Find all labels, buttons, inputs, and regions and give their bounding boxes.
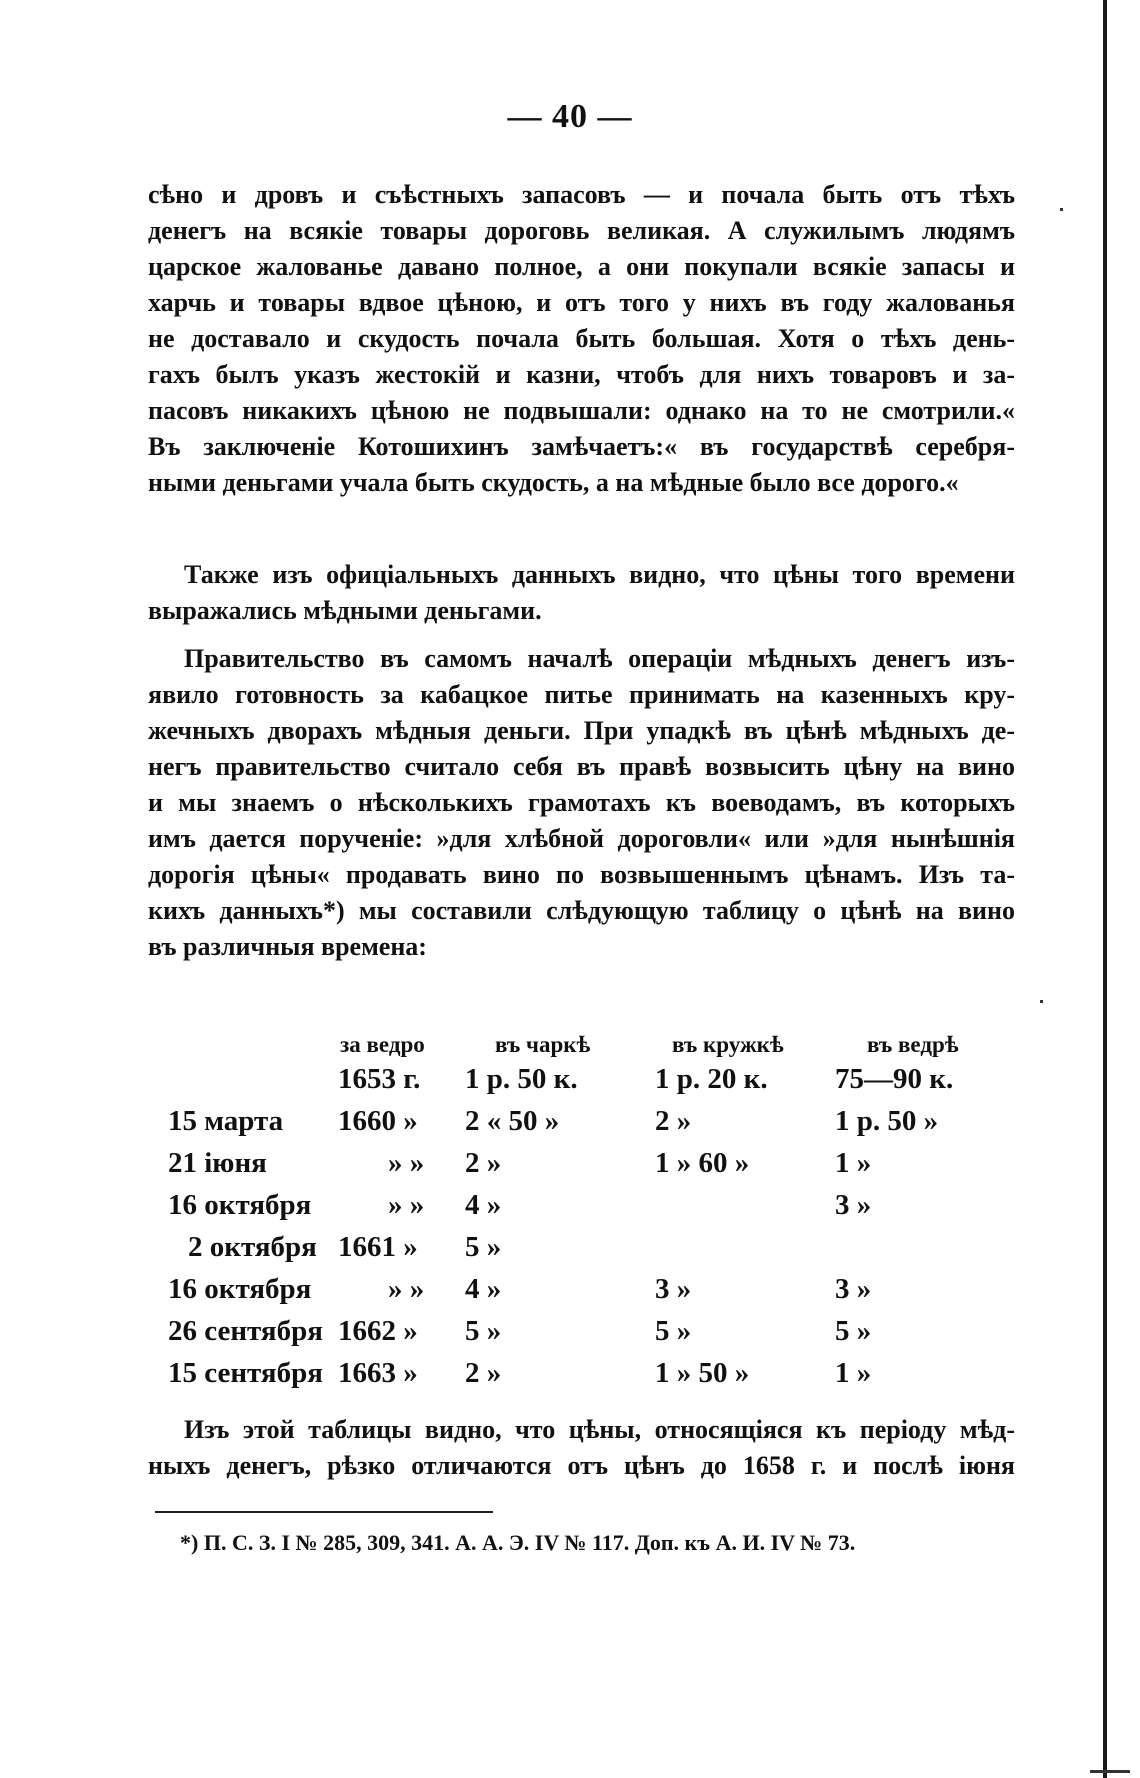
row-date: 15 сентября bbox=[168, 1357, 323, 1389]
row-bucket-price: 1 р. 50 » bbox=[835, 1105, 939, 1137]
text-line: и мы знаемъ о нѣсколькихъ грамотахъ къ воеводамъ, въ которыхъ bbox=[148, 788, 1015, 817]
table-row bbox=[0, 1315, 1140, 1355]
text-line: царское жалованье давано полное, а они покупали всякіе запасы и bbox=[148, 252, 1015, 281]
text-line: Правительство въ самомъ началѣ операціи мѣдныхъ денегъ изъ- bbox=[184, 644, 1015, 673]
row-charka-price: 5 » bbox=[465, 1231, 502, 1263]
text-line: сѣно и дровъ и съѣстныхъ запасовъ — и почала быть отъ тѣхъ bbox=[148, 180, 1015, 209]
text-line: денегъ на всякіе товары дороговь великая. А служилымъ людямъ bbox=[148, 216, 1015, 245]
row-bucket-price: 1 » bbox=[835, 1357, 872, 1389]
paragraph-conclusion bbox=[148, 1412, 1015, 1484]
text-line: Изъ этой таблицы видно, что цѣны, относящіяся къ періоду мѣд- bbox=[184, 1415, 1015, 1444]
text-line: ными деньгами учала быть скудость, а на мѣдные было все дорого.« bbox=[148, 468, 959, 497]
page-number: — 40 — bbox=[507, 98, 633, 135]
row-bucket-price: 5 » bbox=[835, 1315, 872, 1347]
footnote: *) П. С. З. I № 285, 309, 341. А. А. Э. IV № 117. Доп. къ А. И. IV № 73. bbox=[180, 1530, 856, 1555]
row-date: 15 марта bbox=[168, 1105, 284, 1137]
row-year: 1662 » bbox=[338, 1315, 418, 1347]
row-date: 21 іюня bbox=[168, 1147, 267, 1179]
row-bucket-price: 1 » bbox=[835, 1147, 872, 1179]
row-year: 1661 » bbox=[338, 1231, 418, 1263]
row-charka-price: 1 р. 50 к. bbox=[465, 1063, 578, 1095]
table-row bbox=[0, 1357, 1140, 1397]
text-line: выражались мѣдными деньгами. bbox=[148, 596, 542, 625]
row-charka-price: 4 » bbox=[465, 1189, 502, 1221]
table-row bbox=[0, 1231, 1140, 1271]
text-line: ныхъ денегъ, рѣзко отличаются отъ цѣнъ до 1658 г. и послѣ іюня bbox=[148, 1451, 1015, 1480]
row-mug-price: 3 » bbox=[655, 1273, 692, 1305]
row-year: » » bbox=[388, 1189, 425, 1221]
text-line: явило готовность за кабацкое питье принимать на казенныхъ кру- bbox=[148, 680, 1015, 709]
row-bucket-price: 3 » bbox=[835, 1273, 872, 1305]
table-header-per-bucket: за ведро bbox=[340, 1032, 425, 1057]
row-bucket-price: 3 » bbox=[835, 1189, 872, 1221]
row-charka-price: 2 » bbox=[465, 1357, 502, 1389]
row-bucket-price: 75—90 к. bbox=[835, 1063, 954, 1095]
row-date: 2 октября bbox=[188, 1231, 317, 1263]
row-charka-price: 2 » bbox=[465, 1147, 502, 1179]
table-row bbox=[0, 1105, 1140, 1145]
row-mug-price: 1 » 50 » bbox=[655, 1357, 750, 1389]
table-header-in-bucket: въ ведрѣ bbox=[867, 1032, 959, 1057]
row-charka-price: 4 » bbox=[465, 1273, 502, 1305]
scan-speck bbox=[1060, 208, 1063, 211]
text-line: пасовъ никакихъ цѣною не подвышали: однако на то не смотрили.« bbox=[148, 396, 1015, 425]
text-line: гахъ былъ указъ жестокій и казни, чтобъ для нихъ товаровъ и за- bbox=[148, 360, 1015, 389]
table-row bbox=[0, 1147, 1140, 1187]
table-row bbox=[0, 1273, 1140, 1313]
row-mug-price: 1 р. 20 к. bbox=[655, 1063, 768, 1095]
row-date: 26 сентября bbox=[168, 1315, 323, 1347]
scan-edge-line bbox=[1103, 0, 1107, 1778]
row-year: 1660 » bbox=[338, 1105, 418, 1137]
row-charka-price: 2 « 50 » bbox=[465, 1105, 560, 1137]
row-mug-price: 5 » bbox=[655, 1315, 692, 1347]
table-row bbox=[0, 1189, 1140, 1229]
table-row bbox=[0, 1063, 1140, 1103]
paragraph-government bbox=[148, 641, 1015, 965]
row-year: » » bbox=[388, 1147, 425, 1179]
table-header-per-charka: въ чаркѣ bbox=[495, 1032, 591, 1057]
text-line: жечныхъ дворахъ мѣдныя деньги. При упадкѣ въ цѣнѣ мѣдныхъ де- bbox=[148, 716, 1015, 745]
row-year: » » bbox=[388, 1273, 425, 1305]
text-line: Въ заключеніе Котошихинъ замѣчаетъ:« въ государствѣ серебря- bbox=[148, 432, 1015, 461]
table-header-per-mug: въ кружкѣ bbox=[672, 1032, 784, 1057]
row-charka-price: 5 » bbox=[465, 1315, 502, 1347]
text-line: дорогія цѣны« продавать вино по возвышеннымъ цѣнамъ. Изъ та- bbox=[148, 860, 1015, 889]
text-line: негъ правительство считало себя въ правѣ возвысить цѣну на вино bbox=[148, 752, 1015, 781]
row-date: 16 октября bbox=[168, 1189, 312, 1221]
paragraph-continuation bbox=[148, 177, 1015, 501]
text-line: имъ дается порученіе: »для хлѣбной дороговли« или »для нынѣшнія bbox=[148, 824, 1015, 853]
text-line: не доставало и скудость почала быть большая. Хотя о тѣхъ день- bbox=[148, 324, 1015, 353]
footnote-divider bbox=[155, 1511, 493, 1513]
text-line: въ различныя времена: bbox=[148, 932, 427, 961]
text-line: Также изъ офиціальныхъ данныхъ видно, что цѣны того времени bbox=[184, 560, 1015, 589]
scan-speck bbox=[1040, 1000, 1043, 1003]
row-mug-price: 2 » bbox=[655, 1105, 692, 1137]
scan-speck bbox=[1090, 1770, 1130, 1773]
row-year: 1653 г. bbox=[338, 1063, 421, 1095]
row-mug-price: 1 » 60 » bbox=[655, 1147, 750, 1179]
text-line: кихъ данныхъ*) мы составили слѣдующую таблицу о цѣнѣ на вино bbox=[148, 896, 1015, 925]
paragraph-official-data bbox=[148, 557, 1015, 629]
row-date: 16 октября bbox=[168, 1273, 312, 1305]
text-line: харчь и товары вдвое цѣною, и отъ того у нихъ въ году жалованья bbox=[148, 288, 1015, 317]
row-year: 1663 » bbox=[338, 1357, 418, 1389]
